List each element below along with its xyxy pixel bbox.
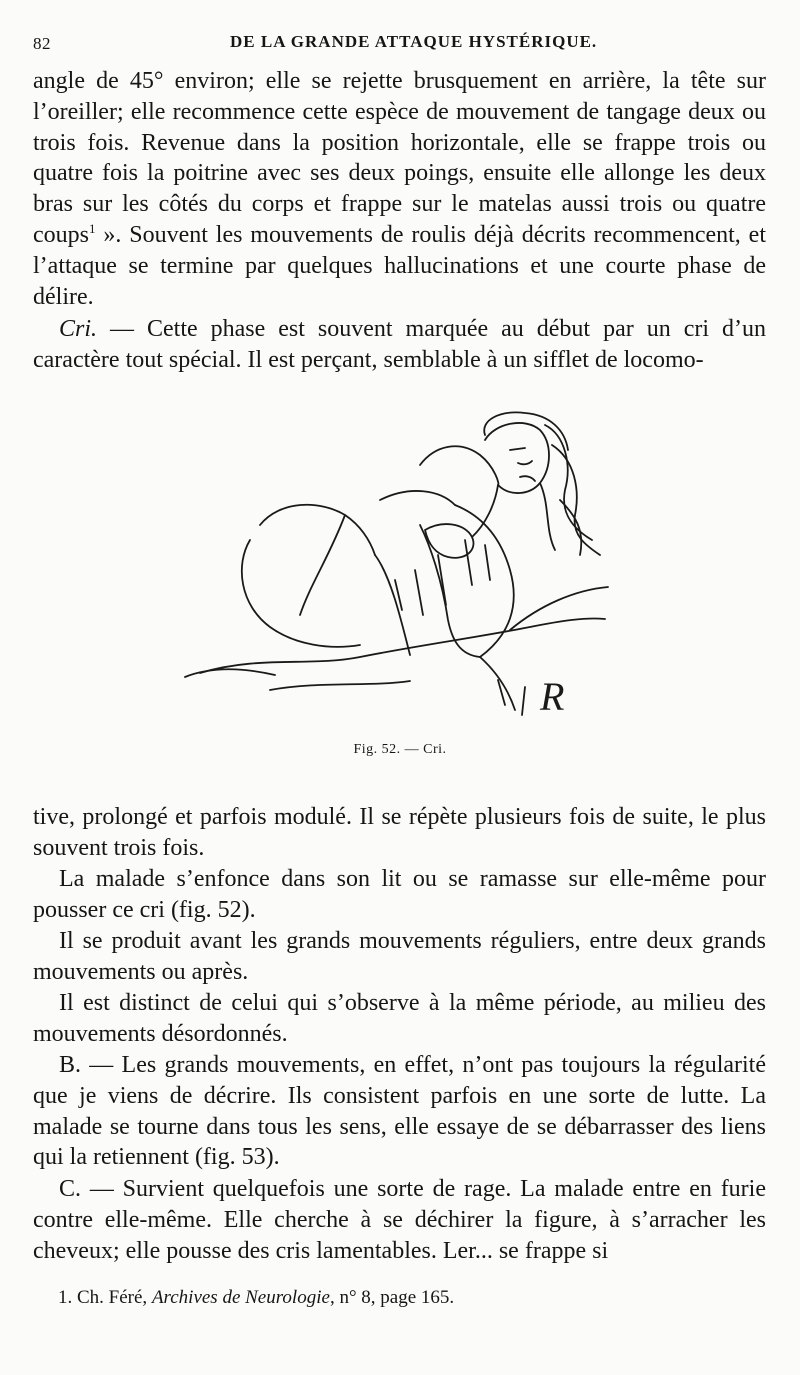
footnote-marker: 1: [89, 220, 96, 236]
paragraph-text: — Cette phase est souvent marquée au début par un cri d’un caractère tout spécial. Il est perçant, semblable à un sifflet de locomo-: [33, 316, 766, 373]
artist-signature: R: [540, 674, 565, 719]
figure-caption: Fig. 52. — Cri.: [353, 742, 447, 757]
page-number: 82: [33, 34, 51, 53]
paragraph: Il se produit avant les grands mouvements réguliers, entre deux grands mouvements ou après.: [33, 928, 766, 985]
footnote-prefix: 1. Ch. Féré,: [58, 1287, 152, 1308]
footnote-journal-title: Archives de Neurologie: [151, 1287, 330, 1308]
footnote: [58, 1287, 454, 1309]
paragraph: tive, prolongé et parfois modulé. Il se répète plusieurs fois de suite, le plus souvent trois fois.: [33, 804, 766, 861]
paragraph: La malade s’enfonce dans son lit ou se ramasse sur elle-même pour pousser ce cri (fig. 52).: [33, 866, 766, 923]
paragraph-section-c: C. — Survient quelquefois une sorte de rage. La malade entre en furie contre elle-même. Elle cherche à se déchirer la figure, à s’arracher les cheveux; elle pousse des cris lamentables. Ler... se frappe si: [33, 1176, 766, 1264]
paragraph-text: angle de 45° environ; elle se rejette brusquement en arrière, la tête sur l’oreiller; elle recommence cette espèce de mouvement de tangage deux ou trois fois. Revenue dans la position horizontale, elle se frappe trois ou quatre fois la poitrine avec ses deux poings, ensuite elle allonge les deux bras sur les côtés du corps et frappe sur le matelas aussi trois ou quatre coups: [33, 68, 766, 248]
running-title: DE LA GRANDE ATTAQUE HYSTÉRIQUE.: [230, 32, 598, 51]
footnote-suffix: , n° 8, page 165.: [329, 1287, 455, 1308]
paragraph-section-b: B. — Les grands mouvements, en effet, n’ont pas toujours la régularité que je viens de décrire. Ils consistent parfois en une sorte de lutte. La malade se tourne dans tous les sens, elle essaye de se débarrasser des liens qui la retiennent (fig. 53).: [33, 1052, 766, 1171]
figure-illustration: [180, 405, 620, 730]
paragraph-continuation: [33, 66, 766, 312]
paragraph: Il est distinct de celui qui s’observe à la même période, au milieu des mouvements désordonnés.: [33, 990, 766, 1047]
paragraph-text-tail: ». Souvent les mouvements de roulis déjà décrits recommencent, et l’attaque se termine par quelques hallucinations et une courte phase de délire.: [33, 221, 766, 310]
paragraph-cri: [33, 314, 766, 376]
running-header: [33, 30, 767, 56]
illustration-drawing: [180, 405, 620, 730]
section-label-cri: Cri.: [59, 316, 98, 342]
